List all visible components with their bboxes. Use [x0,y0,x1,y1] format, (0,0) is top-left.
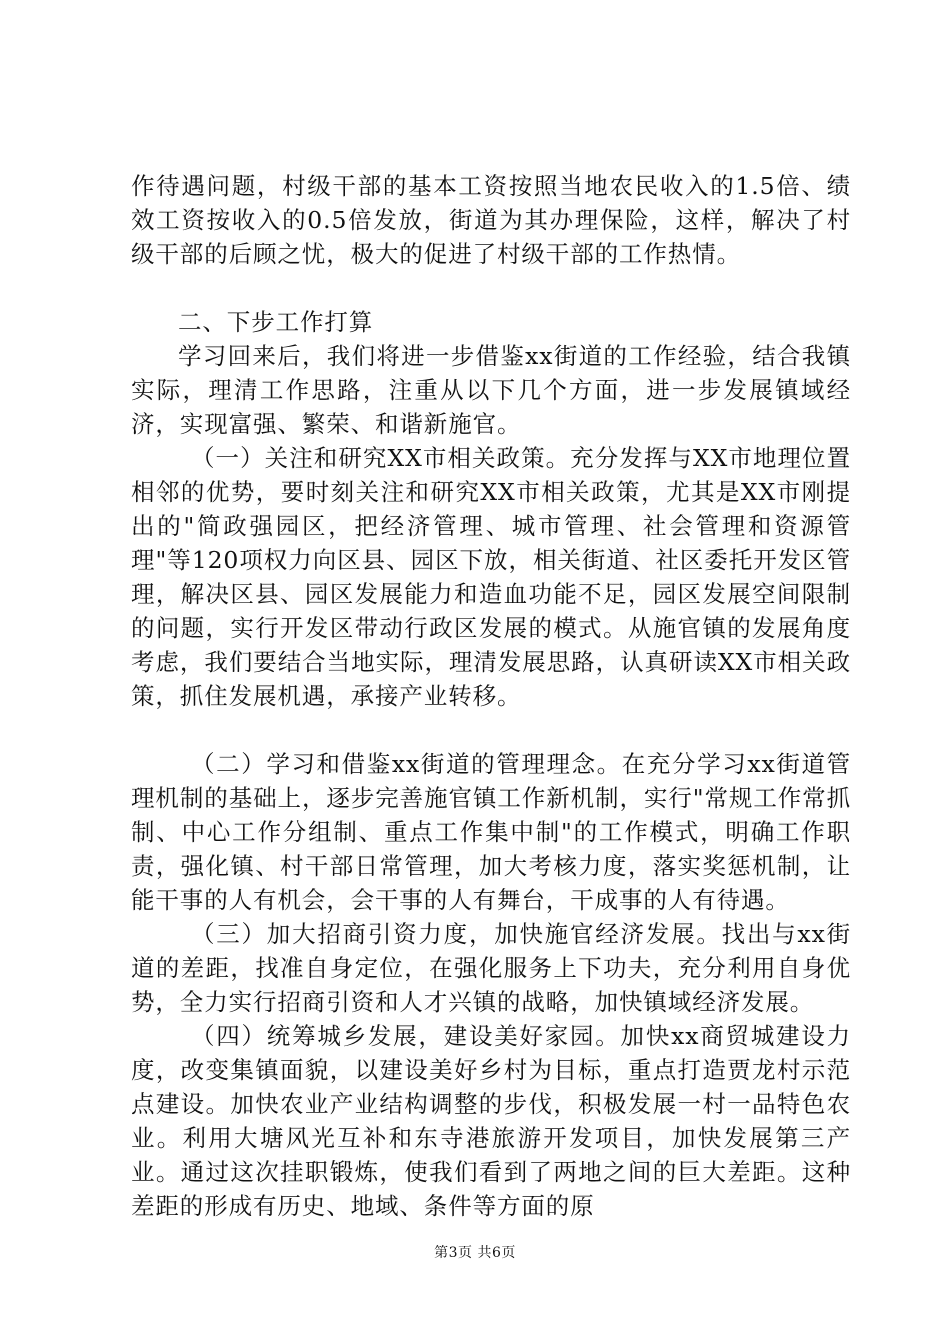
paragraph-continuation: 作待遇问题，村级干部的基本工资按照当地农民收入的1.5倍、绩效工资按收入的0.5倍发放，街道为其办理保险，这样，解决了村级干部的后顾之忧，极大的促进了村级干部的工作热情。 [131,172,851,268]
paragraph-intro: 学习回来后，我们将进一步借鉴xx街道的工作经验，结合我镇实际，理清工作思路，注重从以下几个方面，进一步发展镇域经济，实现富强、繁荣、和谐新施官。 [131,342,851,438]
section-heading: 二、下步工作打算 [178,308,374,336]
page-footer: 第3页 共6页 [434,1245,516,1261]
paragraph-item-3: （三）加大招商引资力度，加快施官经济发展。找出与xx街道的差距，找准自身定位，在强化服务上下功夫，充分利用自身优势，全力实行招商引资和人才兴镇的战略，加快镇域经济发展。 [131,920,851,1016]
document-body [131,169,851,1223]
paragraph-item-2: （二）学习和借鉴xx街道的管理理念。在充分学习xx街道管理机制的基础上，逐步完善施官镇工作新机制，实行"常规工作常抓制、中心工作分组制、重点工作集中制"的工作模式，明确工作职责，强化镇、村干部日常管理，加大考核力度，落实奖惩机制，让能干事的人有机会，会干事的人有舞台，干成事的人有待遇。 [131,750,851,914]
paragraph-item-1: （一）关注和研究XX市相关政策。充分发挥与XX市地理位置相邻的优势，要时刻关注和研究XX市相关政策，尤其是XX市刚提出的"简政强园区，把经济管理、城市管理、社会管理和资源管理"等120项权力向区县、园区下放，相关街道、社区委托开发区管理，解决区县、园区发展能力和造血功能不足，园区发展空间限制的问题，实行开发区带动行政区发展的模式。从施官镇的发展角度考虑，我们要结合当地实际，理清发展思路，认真研读XX市相关政策，抓住发展机遇，承接产业转移。 [131,444,851,710]
paragraph-item-4: （四）统筹城乡发展，建设美好家园。加快xx商贸城建设力度，改变集镇面貌，以建设美好乡村为目标，重点打造贾龙村示范点建设。加快农业产业结构调整的步伐，积极发展一村一品特色农业。利用大塘风光互补和东寺港旅游开发项目，加快发展第三产业。通过这次挂职锻炼，使我们看到了两地之间的巨大差距。这种差距的形成有历史、地域、条件等方面的原 [131,1022,851,1220]
